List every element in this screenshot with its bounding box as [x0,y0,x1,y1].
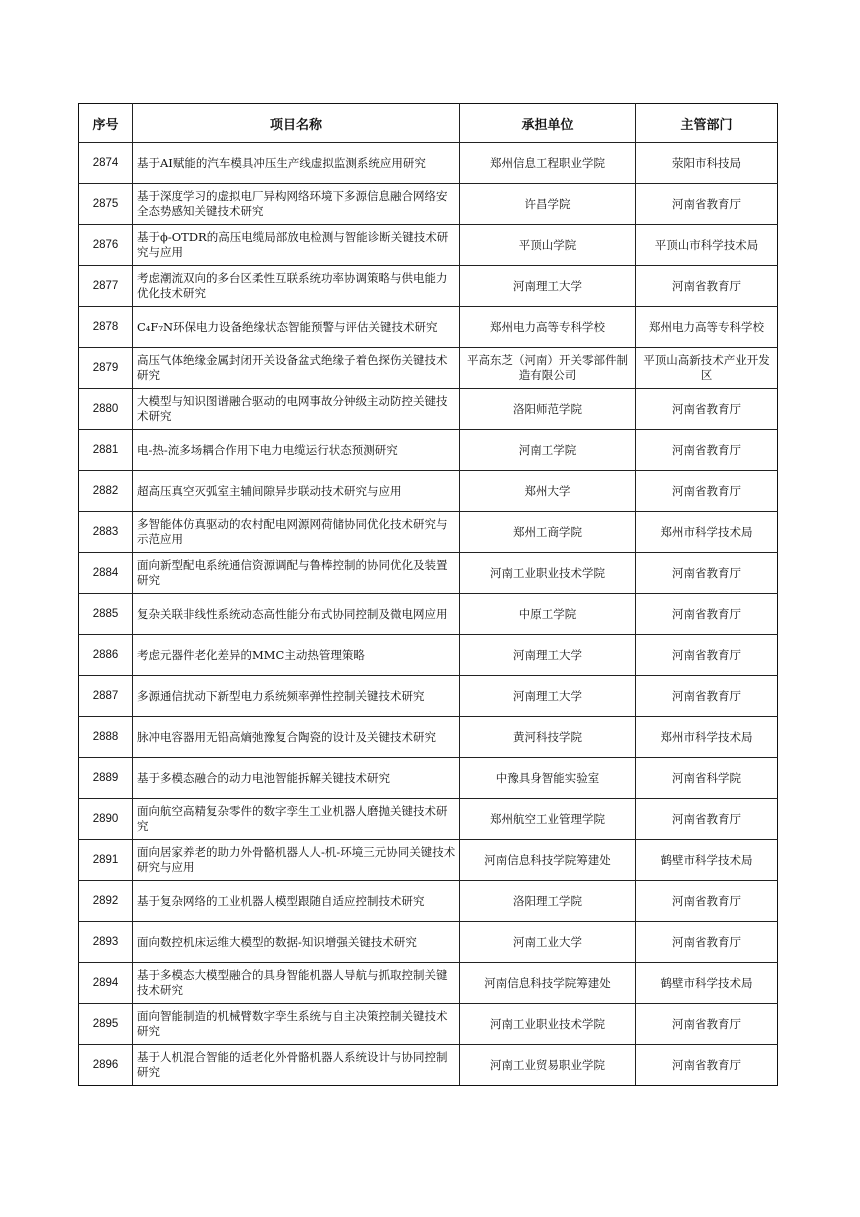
cell-serial-number: 2884 [79,553,133,594]
table-row [79,430,778,471]
cell-undertaking-unit: 河南工业大学 [460,922,636,963]
cell-undertaking-unit: 黄河科技学院 [460,717,636,758]
table-row [79,143,778,184]
cell-serial-number: 2893 [79,922,133,963]
cell-undertaking-unit: 洛阳理工学院 [460,881,636,922]
cell-undertaking-unit: 中原工学院 [460,594,636,635]
table-row [79,963,778,1004]
cell-serial-number: 2880 [79,389,133,430]
cell-project-name: 基于多模态融合的动力电池智能拆解关键技术研究 [133,758,460,799]
cell-project-name: C₄F₇N环保电力设备绝缘状态智能预警与评估关键技术研究 [133,307,460,348]
cell-undertaking-unit: 河南信息科技学院筹建处 [460,963,636,1004]
cell-serial-number: 2885 [79,594,133,635]
cell-serial-number: 2890 [79,799,133,840]
cell-undertaking-unit: 郑州信息工程职业学院 [460,143,636,184]
table-row [79,389,778,430]
table-row [79,1045,778,1086]
cell-project-name: 复杂关联非线性系统动态高性能分布式协同控制及微电网应用 [133,594,460,635]
cell-serial-number: 2891 [79,840,133,881]
cell-undertaking-unit: 河南工业贸易职业学院 [460,1045,636,1086]
cell-supervising-dept: 河南省教育厅 [636,881,778,922]
cell-supervising-dept: 河南省教育厅 [636,1004,778,1045]
table-row [79,266,778,307]
cell-supervising-dept: 河南省教育厅 [636,1045,778,1086]
table-row [79,758,778,799]
table-row [79,225,778,266]
cell-undertaking-unit: 郑州电力高等专科学校 [460,307,636,348]
cell-project-name: 考虑潮流双向的多台区柔性互联系统功率协调策略与供电能力优化技术研究 [133,266,460,307]
table-row [79,1004,778,1045]
cell-serial-number: 2888 [79,717,133,758]
cell-undertaking-unit: 郑州工商学院 [460,512,636,553]
cell-supervising-dept: 鹤壁市科学技术局 [636,840,778,881]
table-body [79,143,778,1086]
cell-undertaking-unit: 河南工学院 [460,430,636,471]
cell-project-name: 基于深度学习的虚拟电厂异构网络环境下多源信息融合网络安全态势感知关键技术研究 [133,184,460,225]
table-row [79,512,778,553]
cell-project-name: 基于人机混合智能的适老化外骨骼机器人系统设计与协同控制研究 [133,1045,460,1086]
cell-undertaking-unit: 河南工业职业技术学院 [460,1004,636,1045]
cell-project-name: 大模型与知识图谱融合驱动的电网事故分钟级主动防控关键技术研究 [133,389,460,430]
cell-supervising-dept: 河南省教育厅 [636,266,778,307]
cell-project-name: 面向航空高精复杂零件的数字孪生工业机器人磨抛关键技术研究 [133,799,460,840]
table-row [79,471,778,512]
table-row [79,348,778,389]
cell-serial-number: 2881 [79,430,133,471]
cell-serial-number: 2894 [79,963,133,1004]
cell-supervising-dept: 河南省教育厅 [636,922,778,963]
cell-project-name: 面向居家养老的助力外骨骼机器人人-机-环境三元协同关键技术研究与应用 [133,840,460,881]
cell-serial-number: 2895 [79,1004,133,1045]
header-no: 序号 [79,104,133,143]
header-undertaking-unit: 承担单位 [460,104,636,143]
cell-supervising-dept: 河南省教育厅 [636,389,778,430]
table-row [79,881,778,922]
cell-supervising-dept: 河南省科学院 [636,758,778,799]
cell-undertaking-unit: 中豫具身智能实验室 [460,758,636,799]
table-header [79,104,778,143]
cell-project-name: 脉冲电容器用无铅高熵弛豫复合陶瓷的设计及关键技术研究 [133,717,460,758]
cell-project-name: 考虑元器件老化差异的MMC主动热管理策略 [133,635,460,676]
cell-undertaking-unit: 河南工业职业技术学院 [460,553,636,594]
table-row [79,717,778,758]
cell-supervising-dept: 河南省教育厅 [636,430,778,471]
table-row [79,840,778,881]
cell-supervising-dept: 荥阳市科技局 [636,143,778,184]
cell-supervising-dept: 平顶山高新技术产业开发区 [636,348,778,389]
cell-project-name: 面向智能制造的机械臂数字孪生系统与自主决策控制关键技术研究 [133,1004,460,1045]
cell-supervising-dept: 河南省教育厅 [636,799,778,840]
cell-serial-number: 2879 [79,348,133,389]
cell-project-name: 基于多模态大模型融合的具身智能机器人导航与抓取控制关键技术研究 [133,963,460,1004]
cell-supervising-dept: 郑州电力高等专科学校 [636,307,778,348]
cell-supervising-dept: 河南省教育厅 [636,635,778,676]
cell-supervising-dept: 郑州市科学技术局 [636,717,778,758]
cell-undertaking-unit: 河南信息科技学院筹建处 [460,840,636,881]
cell-undertaking-unit: 河南理工大学 [460,266,636,307]
cell-serial-number: 2892 [79,881,133,922]
cell-project-name: 面向新型配电系统通信资源调配与鲁棒控制的协同优化及装置研究 [133,553,460,594]
cell-supervising-dept: 鹤壁市科学技术局 [636,963,778,1004]
cell-serial-number: 2876 [79,225,133,266]
table-row [79,594,778,635]
cell-serial-number: 2883 [79,512,133,553]
cell-supervising-dept: 河南省教育厅 [636,184,778,225]
cell-project-name: 基于AI赋能的汽车模具冲压生产线虚拟监测系统应用研究 [133,143,460,184]
table-row [79,676,778,717]
cell-undertaking-unit: 郑州大学 [460,471,636,512]
cell-undertaking-unit: 洛阳师范学院 [460,389,636,430]
cell-serial-number: 2887 [79,676,133,717]
cell-serial-number: 2878 [79,307,133,348]
cell-undertaking-unit: 平高东芝（河南）开关零部件制造有限公司 [460,348,636,389]
project-table-sheet [78,103,777,1086]
table-row [79,184,778,225]
cell-project-name: 基于复杂网络的工业机器人模型跟随自适应控制技术研究 [133,881,460,922]
table-row [79,553,778,594]
cell-serial-number: 2882 [79,471,133,512]
header-project-name: 项目名称 [133,104,460,143]
table-row [79,922,778,963]
cell-project-name: 电-热-流多场耦合作用下电力电缆运行状态预测研究 [133,430,460,471]
cell-supervising-dept: 河南省教育厅 [636,553,778,594]
header-row [79,104,778,143]
cell-serial-number: 2896 [79,1045,133,1086]
table-row [79,307,778,348]
cell-undertaking-unit: 许昌学院 [460,184,636,225]
cell-project-name: 多源通信扰动下新型电力系统频率弹性控制关键技术研究 [133,676,460,717]
cell-project-name: 多智能体仿真驱动的农村配电网源网荷储协同优化技术研究与示范应用 [133,512,460,553]
cell-serial-number: 2875 [79,184,133,225]
table-row [79,799,778,840]
cell-project-name: 面向数控机床运维大模型的数据-知识增强关键技术研究 [133,922,460,963]
cell-supervising-dept: 郑州市科学技术局 [636,512,778,553]
cell-project-name: 基于ϕ-OTDR的高压电缆局部放电检测与智能诊断关键技术研究与应用 [133,225,460,266]
cell-serial-number: 2889 [79,758,133,799]
table-row [79,635,778,676]
cell-supervising-dept: 河南省教育厅 [636,594,778,635]
project-table [78,103,778,1086]
header-supervising-dept: 主管部门 [636,104,778,143]
cell-project-name: 高压气体绝缘金属封闭开关设备盆式绝缘子着色探伤关键技术研究 [133,348,460,389]
cell-undertaking-unit: 郑州航空工业管理学院 [460,799,636,840]
cell-supervising-dept: 河南省教育厅 [636,471,778,512]
cell-supervising-dept: 平顶山市科学技术局 [636,225,778,266]
cell-serial-number: 2874 [79,143,133,184]
cell-project-name: 超高压真空灭弧室主辅间隙异步联动技术研究与应用 [133,471,460,512]
cell-serial-number: 2886 [79,635,133,676]
cell-undertaking-unit: 河南理工大学 [460,635,636,676]
cell-supervising-dept: 河南省教育厅 [636,676,778,717]
cell-undertaking-unit: 河南理工大学 [460,676,636,717]
cell-serial-number: 2877 [79,266,133,307]
cell-undertaking-unit: 平顶山学院 [460,225,636,266]
